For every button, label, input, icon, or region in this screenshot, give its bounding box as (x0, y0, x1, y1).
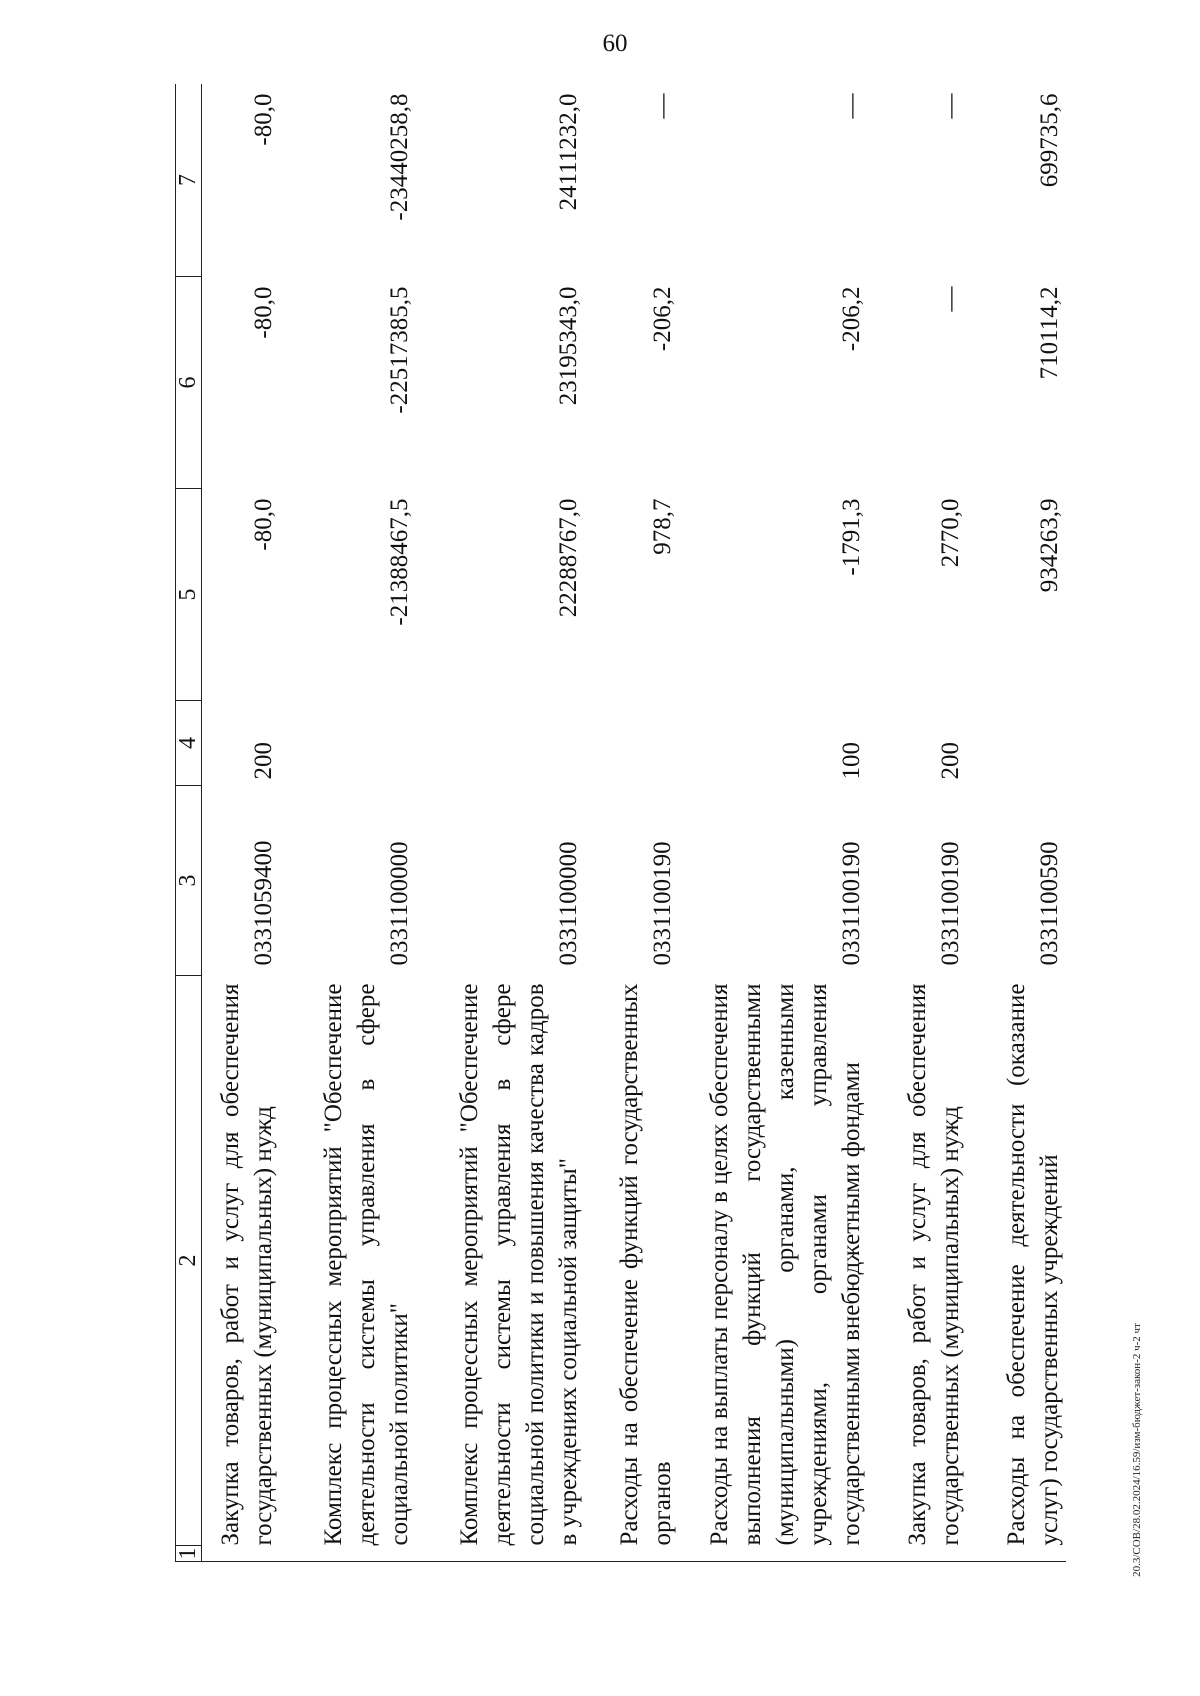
row-description: Расходы на выплаты персоналу в целях обеспечения выполнения функций государственными (муниципальными) органами, казенными учреждениями, органами управления государственными внебюджетными фондами (706, 983, 865, 1546)
row-description: Закупка товаров, работ и услуг для обеспечения государственных (муниципальных) нужд (217, 983, 277, 1546)
row-value-col6: 23195343,0 (555, 286, 582, 406)
row-expense-type (280, 701, 416, 786)
table-row (202, 84, 281, 1562)
row-expense-type: 100 (838, 742, 865, 780)
budget-table (175, 84, 1066, 1562)
header-col-2: 2 (176, 976, 202, 1546)
row-value-col5: -80,0 (250, 498, 277, 551)
row-value-col5: 978,7 (649, 498, 676, 555)
table-row (679, 84, 868, 1562)
row-target-code: 0331100190 (838, 841, 865, 966)
table-row (416, 84, 585, 1562)
row-value-col6: -80,0 (250, 286, 277, 339)
row-target-code: 0331100000 (386, 841, 413, 966)
row-value-col6: — (937, 286, 964, 312)
row-value-col5: -21388467,5 (386, 498, 413, 626)
header-col-4: 4 (176, 701, 202, 786)
row-target-code: 0331100190 (649, 841, 676, 966)
row-target-code: 0331100590 (1036, 841, 1063, 966)
row-value-col7: 24111232,0 (555, 93, 582, 211)
table-row (280, 84, 416, 1562)
row-target-code: 0331100000 (555, 841, 582, 966)
header-col-5: 5 (176, 489, 202, 701)
header-col-1: 1 (175, 1547, 201, 1560)
row-expense-type (416, 701, 585, 786)
row-expense-type (967, 701, 1066, 786)
budget-table-container (175, 84, 1078, 1562)
header-col-6: 6 (176, 277, 202, 489)
row-value-col7: -23440258,8 (386, 93, 413, 221)
table-row (868, 84, 967, 1562)
row-expense-type: 200 (937, 742, 964, 780)
row-value-col7: — (838, 93, 865, 119)
row-value-col7: -80,0 (250, 93, 277, 146)
header-col-3: 3 (176, 786, 202, 976)
row-value-col5: 934263,9 (1036, 498, 1063, 593)
row-value-col6: -206,2 (649, 286, 676, 352)
row-value-col7: — (649, 93, 676, 119)
table-row (967, 84, 1066, 1562)
row-value-col6: -206,2 (838, 286, 865, 352)
table-row (585, 84, 679, 1562)
row-expense-type (585, 701, 679, 786)
table-header-row (176, 84, 202, 1562)
row-value-col5: 22288767,0 (555, 498, 582, 618)
row-description: Закупка товаров, работ и услуг для обеспечения государственных (муниципальных) нужд (904, 983, 964, 1546)
page-number: 60 (602, 30, 628, 57)
row-target-code: 0331059400 (250, 840, 277, 966)
row-value-col6: 710114,2 (1036, 286, 1063, 380)
row-description: Комплекс процессных мероприятий "Обеспечение деятельности системы управления в сфере социальной политики и повышения качества кадров в учреждениях социальной защиты" (456, 983, 582, 1546)
row-description: Расходы на обеспечение деятельности (оказание услуг) государственных учреждений (1003, 983, 1063, 1546)
row-target-code: 0331100190 (937, 841, 964, 966)
document-footer-note: 20.3/СОВ/28.02.2024/16.59/изм-бюджет-закон-2 ч-2 чт (1131, 1323, 1143, 1577)
row-value-col6: -22517385,5 (386, 286, 413, 414)
row-value-col7: 699735,6 (1036, 93, 1063, 188)
row-value-col7: — (937, 93, 964, 119)
row-value-col5: -1791,3 (838, 498, 865, 576)
row-expense-type: 200 (250, 742, 277, 780)
row-value-col5: 2770,0 (937, 498, 964, 568)
row-description: Расходы на обеспечение функций государственных органов (616, 983, 676, 1546)
budget-table-rotated (175, 84, 1078, 1562)
header-col-7: 7 (176, 84, 202, 277)
row-description: Комплекс процессных мероприятий "Обеспечение деятельности системы управления в сфере социальной политики" (320, 983, 413, 1546)
